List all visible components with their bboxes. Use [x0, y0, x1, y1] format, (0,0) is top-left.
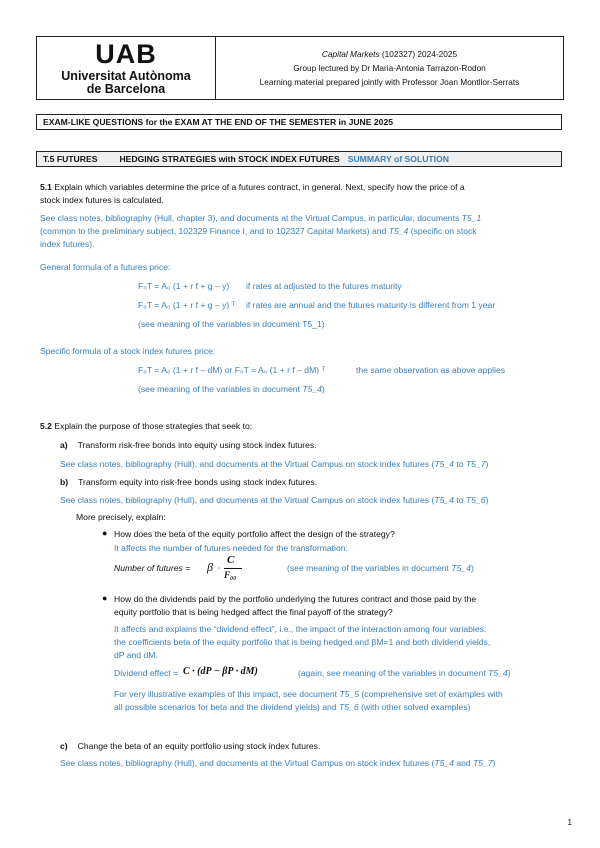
bullet-2-line-2: equity portfolio that is being hedged affect the final payoff of the strategy?: [114, 607, 393, 617]
q52-text-a: Explain the purpose of those strategies that seek to:: [51, 421, 253, 431]
topic-summary: SUMMARY of SOLUTION: [347, 154, 449, 164]
nf-beta: β: [207, 560, 213, 574]
q51-text-1: [40, 181, 560, 194]
q52-b-see-to: to: [453, 495, 466, 505]
course-name: Capital Markets: [321, 49, 380, 59]
q51-see-1a: See class notes, bibliography (Hull, chapter 3), and documents at the Virtual Campus, in particular, documents: [40, 213, 462, 223]
doc-link-t5-4-g[interactable]: T5_4: [434, 758, 454, 768]
bullet-1-answer: It affects the number of futures needed for the transformation:: [114, 543, 348, 553]
q52-a: [60, 439, 560, 452]
q52-c-see-text: See class notes, bibliography (Hull), and documents at the Virtual Campus on stock index futures (: [60, 758, 435, 768]
q52-a-see-to: to: [453, 459, 466, 469]
q52-a-see: [60, 458, 560, 471]
uab-logo: [37, 37, 216, 99]
formula-2-line: [138, 299, 558, 312]
q52-a-label: a): [60, 440, 68, 450]
b2-answer-3: dP and dM.: [114, 650, 158, 660]
topic-code: T.5 FUTURES: [43, 154, 98, 164]
ex1b: (comprehensive set of examples with: [359, 689, 503, 699]
q52-b: [60, 476, 560, 489]
q52-b-text: Transform equity into risk-free bonds using stock index futures.: [78, 477, 318, 487]
nf-denominator: F₀₀: [224, 570, 237, 580]
topic-bar: [36, 151, 562, 167]
q51-text-1a: Explain which variables determine the price of a futures contract, in general. Next, specify how the price of a: [51, 182, 465, 192]
nf-fraction-line: [224, 568, 242, 569]
q51-see-2a: (common to the preliminary subject, 102329 Finance I, and to 102327 Capital Markets) and: [40, 226, 389, 236]
ex2b: (with other solved examples): [358, 702, 471, 712]
doc-link-t5-4-b[interactable]: T5_4: [302, 384, 322, 394]
formula-2: F₀T = A₀ (1 + r f + g – y) ᵀ: [138, 300, 236, 310]
course-code: (102327) 2024-2025: [381, 49, 458, 59]
formula-1: F₀T = A₀ (1 + r f + g – y): [138, 281, 230, 291]
nf-numerator: C: [227, 554, 235, 566]
q52-a-see-text: See class notes, bibliography (Hull), and documents at the Virtual Campus on stock index futures (: [60, 459, 435, 469]
doc-link-t5-6[interactable]: T5_6: [465, 495, 486, 505]
doc-link-t5-1[interactable]: T5_1: [461, 213, 482, 223]
q52-c-see: [60, 757, 560, 770]
doc-link-t5-7[interactable]: T5_7: [465, 459, 486, 469]
document-header: [36, 36, 564, 100]
course-line: [322, 47, 457, 61]
q52-c-label: c): [60, 741, 68, 751]
formula-2-note: if rates are annual and the futures maturity is different from 1 year: [246, 300, 496, 310]
q51-text-2: stock index futures is calculated.: [40, 195, 164, 205]
doc-link-t5-6-b[interactable]: T5_6: [339, 702, 359, 712]
q52-c-text: Change the beta of an equity portfolio using stock index futures.: [77, 741, 321, 751]
formula-3: F₀T = A₀ (1 + r f – dM) or F₀T = A₀ (1 + r f – dM) ᵀ: [138, 365, 326, 375]
q52-a-see-end: ): [485, 459, 489, 469]
logo-sub-1: Universitat Autònoma: [61, 69, 191, 83]
q51-see-2: [40, 225, 560, 238]
formula-3-note: the same observation as above applies: [356, 365, 506, 375]
doc-link-t5-4-f[interactable]: T5_4: [488, 668, 508, 678]
formula-1-note: if rates at adjusted to the futures maturity: [246, 281, 402, 291]
nf-note-a: (see meaning of the variables in document: [287, 563, 452, 573]
b2-answer-2: the coefficients beta of the equity portfolio that is being hedged and βM=1 and both dividend yields,: [114, 637, 491, 647]
nf-note-b: ): [470, 563, 474, 573]
specific-formula-title: Specific formula of a stock index futures price:: [40, 346, 216, 356]
q51-see-3: index futures).: [40, 239, 95, 249]
logo-main: UAB: [95, 39, 157, 69]
q52-b-label: b): [60, 477, 69, 487]
lecturer-line: Group lectured by Dr Maria-Antonia Tarrazon-Rodon: [293, 63, 486, 73]
q52-num: 5.2: [40, 421, 52, 431]
q51-num: 5.1: [40, 182, 52, 192]
doc-link-t5-4-d[interactable]: T5_4: [434, 495, 454, 505]
q52-b-see-text: See class notes, bibliography (Hull), and documents at the Virtual Campus on stock index futures (: [60, 495, 435, 505]
more-precisely: More precisely, explain:: [76, 512, 166, 522]
page-number: 1: [567, 818, 572, 827]
q52-c-see-and: and: [453, 758, 474, 768]
formula-1-line: [138, 280, 558, 293]
q51-see-1: [40, 212, 560, 225]
dividend-formula: C · (dP − βP · dM): [183, 666, 258, 677]
doc-link-t5-4[interactable]: T5_4: [388, 226, 409, 236]
b2-answer-1: It affects and explains the “dividend effect”, i.e., the impact of the interaction among four variables:: [114, 624, 487, 634]
doc-link-t5-5[interactable]: T5_5: [339, 689, 360, 699]
f3-meaning-b: ): [321, 384, 325, 394]
q52-c: [60, 740, 560, 753]
nf-dot: ·: [218, 564, 220, 573]
bullet-icon: ●: [102, 528, 108, 538]
example-line-2: [114, 701, 560, 714]
doc-link-t5-4-e[interactable]: T5_4: [451, 563, 471, 573]
f3-meaning-a: (see meaning of the variables in document: [138, 384, 303, 394]
general-formula-title: General formula of a futures price:: [40, 262, 171, 272]
div-note-b: ): [507, 668, 511, 678]
q52-a-text: Transform risk-free bonds into equity using stock index futures.: [77, 440, 317, 450]
bullet-2-line-1: How do the dividends paid by the portfolio underlying the futures contract and those paid by the: [114, 594, 477, 604]
q52-text: [40, 420, 560, 433]
header-info: [216, 37, 563, 99]
formula-3-line: [138, 364, 558, 377]
logo-sub-2: de Barcelona: [86, 81, 166, 96]
topic-title: HEDGING STRATEGIES with STOCK INDEX FUTURES: [119, 154, 340, 164]
ex1a: For very illustrative examples of this impact, see document: [114, 689, 340, 699]
nf-label: Number of futures =: [114, 563, 191, 573]
doc-link-t5-4-c[interactable]: T5_4: [434, 459, 454, 469]
dividend-note: [298, 667, 558, 680]
q52-b-see: [60, 494, 560, 507]
bullet-icon-2: ●: [102, 593, 108, 603]
exam-bar: EXAM-LIKE QUESTIONS for the EXAM AT THE END OF THE SEMESTER in JUNE 2025: [36, 114, 562, 130]
q52-c-see-end: ): [492, 758, 496, 768]
q51-see-2b: (specific on stock: [408, 226, 477, 236]
example-line-1: [114, 688, 560, 701]
formula-meaning-2: [138, 383, 558, 396]
doc-link-t5-7-b[interactable]: T5_7: [473, 758, 493, 768]
dividend-label: Dividend effect =: [114, 668, 179, 678]
nf-note: [287, 562, 547, 575]
ex2a: all possible scenarios for beta and the dividend yields) and: [114, 702, 340, 712]
formula-meaning-1: (see meaning of the variables in document T5_1): [138, 319, 325, 329]
q52-b-see-end: ): [485, 495, 489, 505]
bullet-1: How does the beta of the equity portfolio affect the design of the strategy?: [114, 529, 395, 539]
material-line: Learning material prepared jointly with Professor Joan Montllor-Serrats: [259, 77, 520, 87]
div-note-a: (again, see meaning of the variables in document: [298, 668, 489, 678]
